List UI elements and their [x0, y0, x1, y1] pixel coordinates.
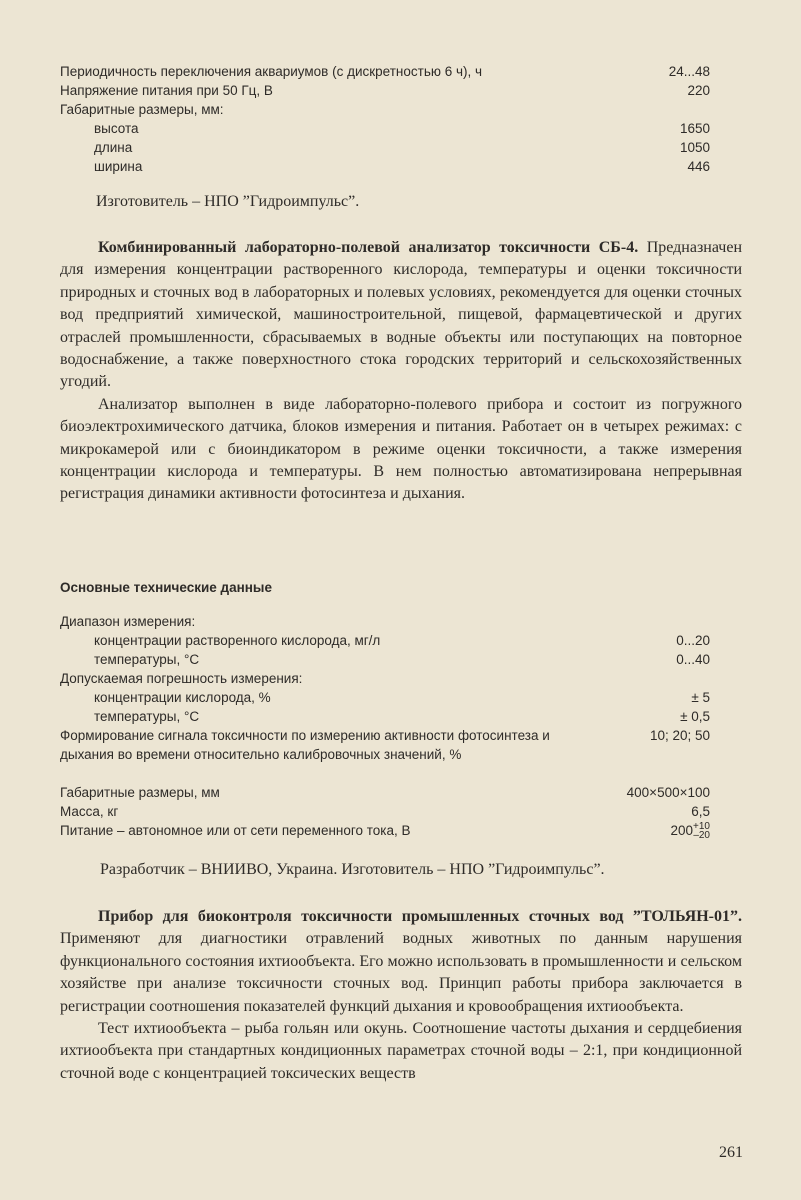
error-label: Допускаемая погрешность измерения: — [60, 671, 303, 686]
spec-row — [60, 62, 710, 81]
signal-label: Формирование сигнала токсичности по измерению активности фотосинтеза и дыхания во времени относительно калибровочных значений, % — [60, 728, 550, 762]
spec-label: длина — [94, 140, 133, 155]
tolyan-section — [60, 906, 742, 1085]
spec-row — [60, 81, 710, 100]
oxygen-value: 0...20 — [676, 633, 710, 648]
temp-value: 0...40 — [676, 652, 710, 667]
err-temp-label: температуры, °С — [94, 709, 200, 724]
err-oxygen-label: концентрации кислорода, % — [94, 690, 271, 705]
signal-value: 10; 20; 50 — [649, 728, 710, 743]
top-spec-table — [60, 62, 710, 176]
spec-row — [60, 157, 710, 176]
developer-note: Разработчик – ВНИИВО, Украина. Изготовитель – НПО ”Гидроимпульс”. — [100, 861, 605, 878]
spec-label: Габаритные размеры, мм: — [60, 102, 224, 117]
range-label: Диапазон измерения: — [60, 614, 196, 629]
mass-label: Масса, кг — [60, 804, 119, 819]
power-label: Питание – автономное или от сети переменного тока, В — [60, 823, 411, 838]
tech-data-title: Основные технические данные — [60, 580, 272, 595]
oxygen-label: концентрации растворенного кислорода, мг/л — [94, 633, 381, 648]
manufacturer-note-1: Изготовитель – НПО ”Гидроимпульс”. — [96, 193, 360, 210]
sb4-paragraph-2: Анализатор выполнен в виде лабораторно-полевого прибора и состоит из погружного биоэлектрохимического датчика, блоков измерения и питания. Работает он в четырех режимах: с микрокамерой или с биоиндикатором в режиме оценки токсичности, а также измерения концентрации кислорода и температуры. В нем полностью автоматизирована непрерывная регистрация динамики активности фотосинтеза и дыхания. — [60, 395, 742, 503]
spec-row — [60, 119, 710, 138]
dims-label: Габаритные размеры, мм — [60, 785, 220, 800]
mass-value: 6,5 — [691, 804, 710, 819]
spec-row — [60, 100, 710, 119]
spec-label: высота — [94, 121, 139, 136]
spec-value — [620, 100, 710, 119]
dims-value: 400×500×100 — [626, 785, 710, 800]
sb4-section — [60, 237, 742, 506]
err-temp-value: ± 0,5 — [680, 709, 710, 724]
page-number: 261 — [719, 1144, 743, 1161]
spec-row — [60, 138, 710, 157]
sb4-paragraph-1: Предназначен для измерения концентрации растворенного кислорода, температуры и оценки токсичности природных и сточных вод в лабораторных и полевых условиях, рекомендуется для оценки сточных вод предприятий химической, машиностроительной, пищевой, фармацевтической и других отраслей промышленности, сбрасываемых в водные объекты или поступающих на повторное водоснабжение, а также поверхностного стока городских территорий и сельскохозяйственных угодий. — [60, 239, 743, 391]
spec-value: 1650 — [679, 121, 710, 136]
tech-spec-table — [60, 612, 710, 840]
tolyan-paragraph-2: Тест ихтиообъекта – рыба гольян или окунь. Соотношение частоты дыхания и сердцебиения ихтиообъекта при стандартных кондиционных параметрах сточной воды – 2:1, при кондиционной сточной воде с концентрацией токсических веществ — [60, 1020, 742, 1082]
err-oxygen-value: ± 5 — [691, 690, 710, 705]
sb4-title: Комбинированный лабораторно-полевой анализатор токсичности СБ-4. — [98, 239, 639, 256]
tolyan-title: Прибор для биоконтроля токсичности промышленных сточных вод ”ТОЛЬЯН-01”. — [98, 908, 742, 925]
power-value: 200 +10 –20 — [670, 821, 710, 842]
spec-label: ширина — [94, 159, 143, 174]
spec-value: 1050 — [679, 140, 710, 155]
spec-label: Напряжение питания при 50 Гц, В — [60, 83, 273, 98]
spec-value: 446 — [687, 159, 710, 174]
spec-value: 220 — [687, 83, 710, 98]
spec-value: 24...48 — [668, 64, 710, 79]
tolyan-paragraph-1: Применяют для диагностики отравлений водных животных по данным нарушения функционального состояния ихтиообъекта. Его можно использовать в промышленности и сельском хозяйстве при анализе токсичности сточных вод. Принцип работы прибора заключается в регистрации соотношения показателей функций дыхания и кровообращения ихтиообъекта. — [60, 930, 742, 1015]
temp-label: температуры, °С — [94, 652, 200, 667]
spec-label: Периодичность переключения аквариумов (с дискретностью 6 ч), ч — [60, 64, 483, 79]
